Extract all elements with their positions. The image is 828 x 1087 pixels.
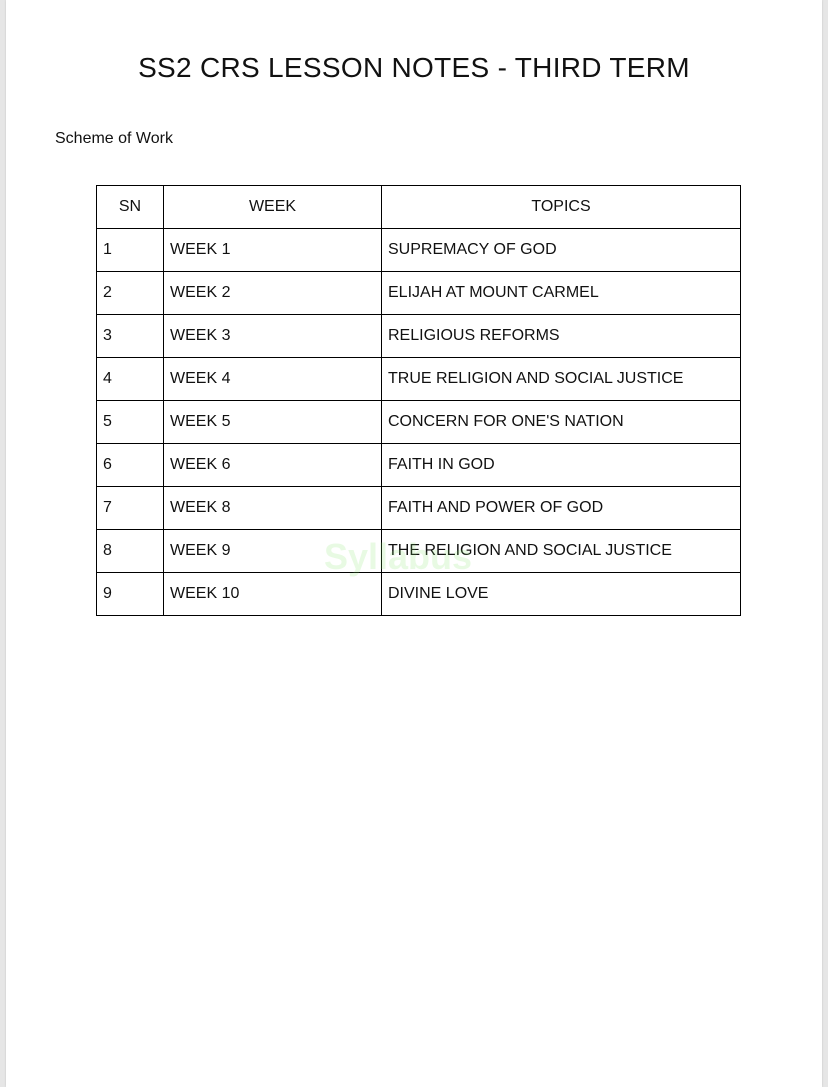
cell-week: WEEK 6 [164,444,382,487]
cell-week: WEEK 5 [164,401,382,444]
scheme-of-work-table [96,185,741,616]
cell-topic: DIVINE LOVE [382,573,741,616]
cell-week: WEEK 8 [164,487,382,530]
cell-topic: CONCERN FOR ONE'S NATION [382,401,741,444]
page-title: SS2 CRS LESSON NOTES - THIRD TERM [138,52,690,83]
cell-sn: 5 [97,401,164,444]
cell-topic: RELIGIOUS REFORMS [382,315,741,358]
table-row [97,229,741,272]
cell-sn: 4 [97,358,164,401]
table-row [97,487,741,530]
cell-sn: 2 [97,272,164,315]
cell-sn: 6 [97,444,164,487]
table-row [97,530,741,573]
document-page [6,0,822,1087]
cell-topic: FAITH AND POWER OF GOD [382,487,741,530]
table-row [97,272,741,315]
cell-sn: 9 [97,573,164,616]
cell-week: WEEK 2 [164,272,382,315]
table-row [97,315,741,358]
cell-topic: THE RELIGION AND SOCIAL JUSTICE [382,530,741,573]
cell-sn: 7 [97,487,164,530]
cell-topic: FAITH IN GOD [382,444,741,487]
table-row [97,444,741,487]
header-topics: TOPICS [382,186,741,229]
cell-week: WEEK 9 [164,530,382,573]
cell-topic: ELIJAH AT MOUNT CARMEL [382,272,741,315]
table-row [97,401,741,444]
cell-sn: 8 [97,530,164,573]
cell-topic: TRUE RELIGION AND SOCIAL JUSTICE [382,358,741,401]
table-row [97,573,741,616]
cell-week: WEEK 1 [164,229,382,272]
cell-week: WEEK 4 [164,358,382,401]
table-header-row [97,186,741,229]
cell-topic: SUPREMACY OF GOD [382,229,741,272]
table-row [97,358,741,401]
cell-sn: 3 [97,315,164,358]
cell-week: WEEK 3 [164,315,382,358]
cell-sn: 1 [97,229,164,272]
header-week: WEEK [164,186,382,229]
header-sn: SN [97,186,164,229]
watermark-logo: Syllabus [324,536,473,577]
section-subtitle: Scheme of Work [55,130,173,147]
cell-week: WEEK 10 [164,573,382,616]
